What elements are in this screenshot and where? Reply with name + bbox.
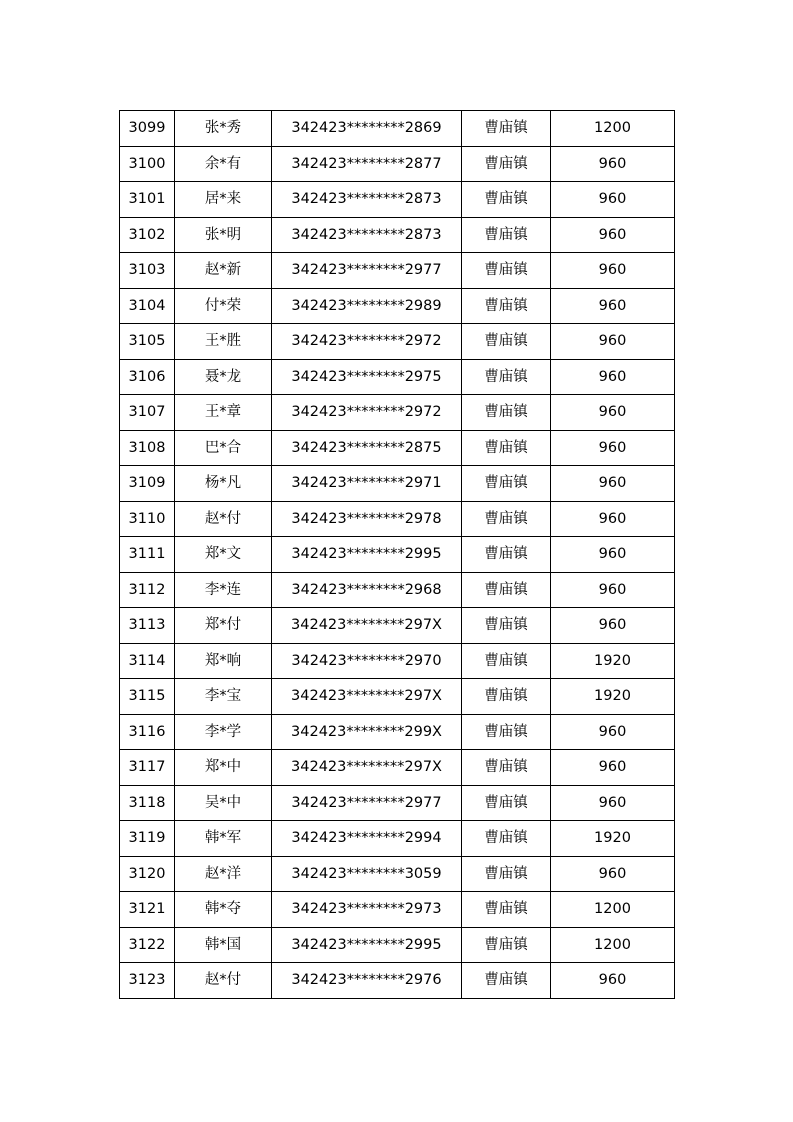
town-cell: 曹庙镇 [462, 359, 551, 395]
town-cell: 曹庙镇 [462, 821, 551, 857]
row-number-cell: 3102 [120, 217, 175, 253]
row-number-cell: 3115 [120, 679, 175, 715]
table-row [120, 395, 675, 431]
name-cell: 聂*龙 [175, 359, 272, 395]
amount-cell: 960 [551, 395, 675, 431]
amount-cell: 960 [551, 785, 675, 821]
town-cell: 曹庙镇 [462, 785, 551, 821]
id-number-cell: 342423********2978 [272, 501, 462, 537]
name-cell: 李*连 [175, 572, 272, 608]
row-number-cell: 3109 [120, 466, 175, 502]
name-cell: 杨*凡 [175, 466, 272, 502]
table-body [120, 111, 675, 999]
amount-cell: 960 [551, 288, 675, 324]
town-cell: 曹庙镇 [462, 927, 551, 963]
row-number-cell: 3110 [120, 501, 175, 537]
row-number-cell: 3120 [120, 856, 175, 892]
amount-cell: 960 [551, 714, 675, 750]
row-number-cell: 3103 [120, 253, 175, 289]
row-number-cell: 3107 [120, 395, 175, 431]
name-cell: 郑*响 [175, 643, 272, 679]
id-number-cell: 342423********299X [272, 714, 462, 750]
table-row [120, 785, 675, 821]
row-number-cell: 3099 [120, 111, 175, 147]
table-row [120, 359, 675, 395]
table-row [120, 111, 675, 147]
name-cell: 王*胜 [175, 324, 272, 360]
row-number-cell: 3122 [120, 927, 175, 963]
table-row [120, 217, 675, 253]
name-cell: 李*宝 [175, 679, 272, 715]
id-number-cell: 342423********297X [272, 679, 462, 715]
amount-cell: 960 [551, 608, 675, 644]
amount-cell: 960 [551, 217, 675, 253]
row-number-cell: 3105 [120, 324, 175, 360]
id-number-cell: 342423********297X [272, 750, 462, 786]
table-row [120, 821, 675, 857]
town-cell: 曹庙镇 [462, 146, 551, 182]
amount-cell: 960 [551, 501, 675, 537]
name-cell: 巴*合 [175, 430, 272, 466]
amount-cell: 960 [551, 856, 675, 892]
row-number-cell: 3119 [120, 821, 175, 857]
town-cell: 曹庙镇 [462, 111, 551, 147]
table-row [120, 253, 675, 289]
town-cell: 曹庙镇 [462, 253, 551, 289]
id-number-cell: 342423********2975 [272, 359, 462, 395]
town-cell: 曹庙镇 [462, 430, 551, 466]
name-cell: 韩*夺 [175, 892, 272, 928]
row-number-cell: 3116 [120, 714, 175, 750]
name-cell: 李*学 [175, 714, 272, 750]
row-number-cell: 3111 [120, 537, 175, 573]
table-row [120, 927, 675, 963]
id-number-cell: 342423********2873 [272, 182, 462, 218]
amount-cell: 960 [551, 430, 675, 466]
amount-cell: 960 [551, 750, 675, 786]
row-number-cell: 3123 [120, 963, 175, 999]
table-row [120, 679, 675, 715]
town-cell: 曹庙镇 [462, 537, 551, 573]
name-cell: 赵*洋 [175, 856, 272, 892]
name-cell: 付*荣 [175, 288, 272, 324]
town-cell: 曹庙镇 [462, 750, 551, 786]
name-cell: 张*秀 [175, 111, 272, 147]
row-number-cell: 3118 [120, 785, 175, 821]
amount-cell: 1200 [551, 927, 675, 963]
row-number-cell: 3101 [120, 182, 175, 218]
id-number-cell: 342423********2869 [272, 111, 462, 147]
table-row [120, 288, 675, 324]
town-cell: 曹庙镇 [462, 217, 551, 253]
town-cell: 曹庙镇 [462, 501, 551, 537]
id-number-cell: 342423********2995 [272, 537, 462, 573]
id-number-cell: 342423********2973 [272, 892, 462, 928]
row-number-cell: 3113 [120, 608, 175, 644]
amount-cell: 1920 [551, 643, 675, 679]
id-number-cell: 342423********2977 [272, 253, 462, 289]
table-row [120, 892, 675, 928]
table-row [120, 608, 675, 644]
table-row [120, 537, 675, 573]
name-cell: 郑*文 [175, 537, 272, 573]
table-row [120, 963, 675, 999]
town-cell: 曹庙镇 [462, 395, 551, 431]
table-row [120, 856, 675, 892]
town-cell: 曹庙镇 [462, 288, 551, 324]
table-row [120, 146, 675, 182]
town-cell: 曹庙镇 [462, 324, 551, 360]
id-number-cell: 342423********2971 [272, 466, 462, 502]
town-cell: 曹庙镇 [462, 572, 551, 608]
amount-cell: 1200 [551, 111, 675, 147]
amount-cell: 960 [551, 182, 675, 218]
row-number-cell: 3108 [120, 430, 175, 466]
town-cell: 曹庙镇 [462, 182, 551, 218]
amount-cell: 960 [551, 253, 675, 289]
table-row [120, 572, 675, 608]
amount-cell: 1200 [551, 892, 675, 928]
id-number-cell: 342423********2972 [272, 324, 462, 360]
name-cell: 居*来 [175, 182, 272, 218]
name-cell: 赵*新 [175, 253, 272, 289]
id-number-cell: 342423********2875 [272, 430, 462, 466]
amount-cell: 960 [551, 324, 675, 360]
name-cell: 韩*国 [175, 927, 272, 963]
town-cell: 曹庙镇 [462, 608, 551, 644]
row-number-cell: 3114 [120, 643, 175, 679]
id-number-cell: 342423********3059 [272, 856, 462, 892]
name-cell: 郑*付 [175, 608, 272, 644]
amount-cell: 1920 [551, 679, 675, 715]
id-number-cell: 342423********2989 [272, 288, 462, 324]
table-row [120, 714, 675, 750]
town-cell: 曹庙镇 [462, 466, 551, 502]
name-cell: 韩*军 [175, 821, 272, 857]
table-row [120, 466, 675, 502]
town-cell: 曹庙镇 [462, 963, 551, 999]
id-number-cell: 342423********2976 [272, 963, 462, 999]
id-number-cell: 342423********2977 [272, 785, 462, 821]
town-cell: 曹庙镇 [462, 679, 551, 715]
name-cell: 赵*付 [175, 501, 272, 537]
id-number-cell: 342423********2877 [272, 146, 462, 182]
subsidy-table [119, 110, 675, 999]
row-number-cell: 3106 [120, 359, 175, 395]
amount-cell: 960 [551, 466, 675, 502]
subsidy-table-container [119, 110, 675, 999]
id-number-cell: 342423********2873 [272, 217, 462, 253]
town-cell: 曹庙镇 [462, 714, 551, 750]
name-cell: 余*有 [175, 146, 272, 182]
table-row [120, 643, 675, 679]
name-cell: 郑*中 [175, 750, 272, 786]
name-cell: 王*章 [175, 395, 272, 431]
table-row [120, 324, 675, 360]
table-row [120, 501, 675, 537]
town-cell: 曹庙镇 [462, 892, 551, 928]
name-cell: 吴*中 [175, 785, 272, 821]
table-row [120, 182, 675, 218]
row-number-cell: 3112 [120, 572, 175, 608]
id-number-cell: 342423********2968 [272, 572, 462, 608]
table-row [120, 750, 675, 786]
id-number-cell: 342423********2970 [272, 643, 462, 679]
row-number-cell: 3100 [120, 146, 175, 182]
name-cell: 赵*付 [175, 963, 272, 999]
id-number-cell: 342423********2994 [272, 821, 462, 857]
amount-cell: 960 [551, 572, 675, 608]
id-number-cell: 342423********2995 [272, 927, 462, 963]
row-number-cell: 3121 [120, 892, 175, 928]
amount-cell: 960 [551, 963, 675, 999]
id-number-cell: 342423********297X [272, 608, 462, 644]
amount-cell: 960 [551, 359, 675, 395]
amount-cell: 1920 [551, 821, 675, 857]
name-cell: 张*明 [175, 217, 272, 253]
amount-cell: 960 [551, 146, 675, 182]
row-number-cell: 3117 [120, 750, 175, 786]
town-cell: 曹庙镇 [462, 856, 551, 892]
row-number-cell: 3104 [120, 288, 175, 324]
id-number-cell: 342423********2972 [272, 395, 462, 431]
table-row [120, 430, 675, 466]
town-cell: 曹庙镇 [462, 643, 551, 679]
amount-cell: 960 [551, 537, 675, 573]
